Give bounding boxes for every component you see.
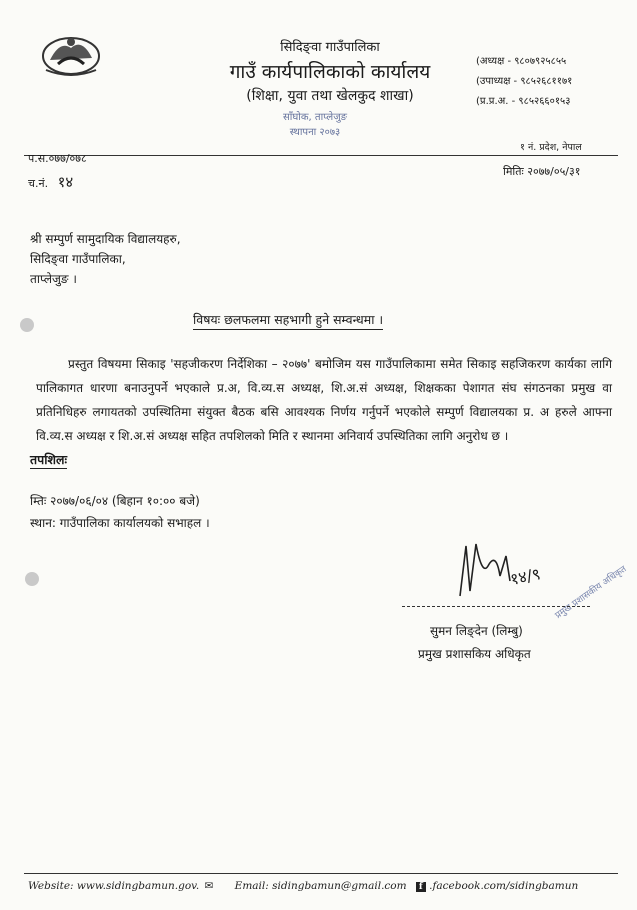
municipality-name: सिदिङ्वा गाउँपालिका <box>280 40 380 55</box>
contact-cao: (प्र.प्र.अ. - ९८५२६६०१५३ <box>476 96 571 107</box>
header-divider <box>24 155 618 156</box>
signature-line <box>402 606 590 607</box>
office-name: गाउँ कार्यपालिकाको कार्यालय <box>229 61 431 83</box>
patra-sankhya: प.स.०७७/०७८ <box>28 152 87 165</box>
province-label: १ नं. प्रदेश, नेपाल <box>520 142 582 153</box>
recipient-line-3: ताप्लेजुङ । <box>30 272 77 286</box>
footer-divider <box>24 873 618 874</box>
chalani-handwritten: १४ <box>57 173 74 191</box>
signature-seal: प्रमुख प्रशासकीय अधिकृत <box>553 564 629 622</box>
stamp-line-2: स्थापना २०७३ <box>289 127 341 138</box>
letter-subject: विषयः छलफलमा सहभागी हुने सम्वन्धमा । <box>193 311 383 330</box>
letter-date: मितिः २०७७/०५/३१ <box>503 165 581 178</box>
meeting-place: स्थान: गाउँपालिका कार्यालयको सभाहल । <box>30 516 210 530</box>
contact-vice-chairperson: (उपाध्यक्ष - ९८५२६८११७१ <box>476 76 573 87</box>
letter-body: प्रस्तुत विषयमा सिकाइ 'सहजीकरण निर्देशिका – २०७७' बमोजिम यस गाउँपालिकामा समेत सिकाइ सहजिकरण कार्यका लागि पालिकागत धारणा बनाउनुपर्ने भएकाले प्र.अ, वि.व्य.स अध्यक्ष, शि.अ.सं अध्यक्ष, शिक्षकका पेशागत संघ संगठनका प्रमुख वा प्रतिनिधिहरु लगायतको उपस्थितिमा संयुक्त बैठक बसि आवश्यक निर्णय गर्नुपर्ने भएकोले सम्पुर्ण विद्यालयका प्र. अ हरुले आफ्ना वि.व्य.स अध्यक्ष र शि.अ.सं अध्यक्ष सहित तपशिलको मिति र स्थानमा अनिवार्य उपस्थितिका लागि अनुरोध छ । <box>36 357 612 443</box>
stamp-line-1: साँघोक, ताप्लेजुङ <box>282 112 347 123</box>
signatory-title: प्रमुख प्रशासकिय अधिकृत <box>418 647 531 661</box>
facebook-icon: f <box>416 882 426 892</box>
mail-icon: ✉ <box>204 880 214 892</box>
chalani-label: च.नं. <box>28 177 49 190</box>
signature-scribble-icon <box>448 536 558 606</box>
contact-chairperson: (अध्यक्ष - ९८०७९२५८५५ <box>476 56 567 67</box>
meeting-date: म्तिः २०७७/०६/०४ (बिहान १०:०० बजे) <box>30 494 200 508</box>
punch-hole-bottom <box>25 572 39 586</box>
footer-website: Website: www.sidingbamun.gov. <box>28 880 200 892</box>
recipient-line-2: सिदिङ्वा गाउँपालिका, <box>30 252 126 266</box>
footer-contacts <box>28 880 578 892</box>
punch-hole-top <box>20 318 34 332</box>
footer-email: Email: sidingbamun@gmail.com <box>234 880 407 892</box>
footer-facebook: .facebook.com/sidingbamun <box>429 880 579 892</box>
signature-date: १४/९ <box>508 564 543 589</box>
chalani-number <box>28 172 73 192</box>
branch-name: (शिक्षा, युवा तथा खेलकुद शाखा) <box>246 88 414 104</box>
details-heading: तपशिलः <box>30 452 67 467</box>
signatory-name: सुमन लिङ्देन (लिम्बु) <box>430 624 523 638</box>
recipient-line-1: श्री सम्पुर्ण सामुदायिक विद्यालयहरु, <box>30 232 181 246</box>
office-stamp <box>255 110 375 148</box>
nepal-emblem-icon <box>38 30 104 78</box>
